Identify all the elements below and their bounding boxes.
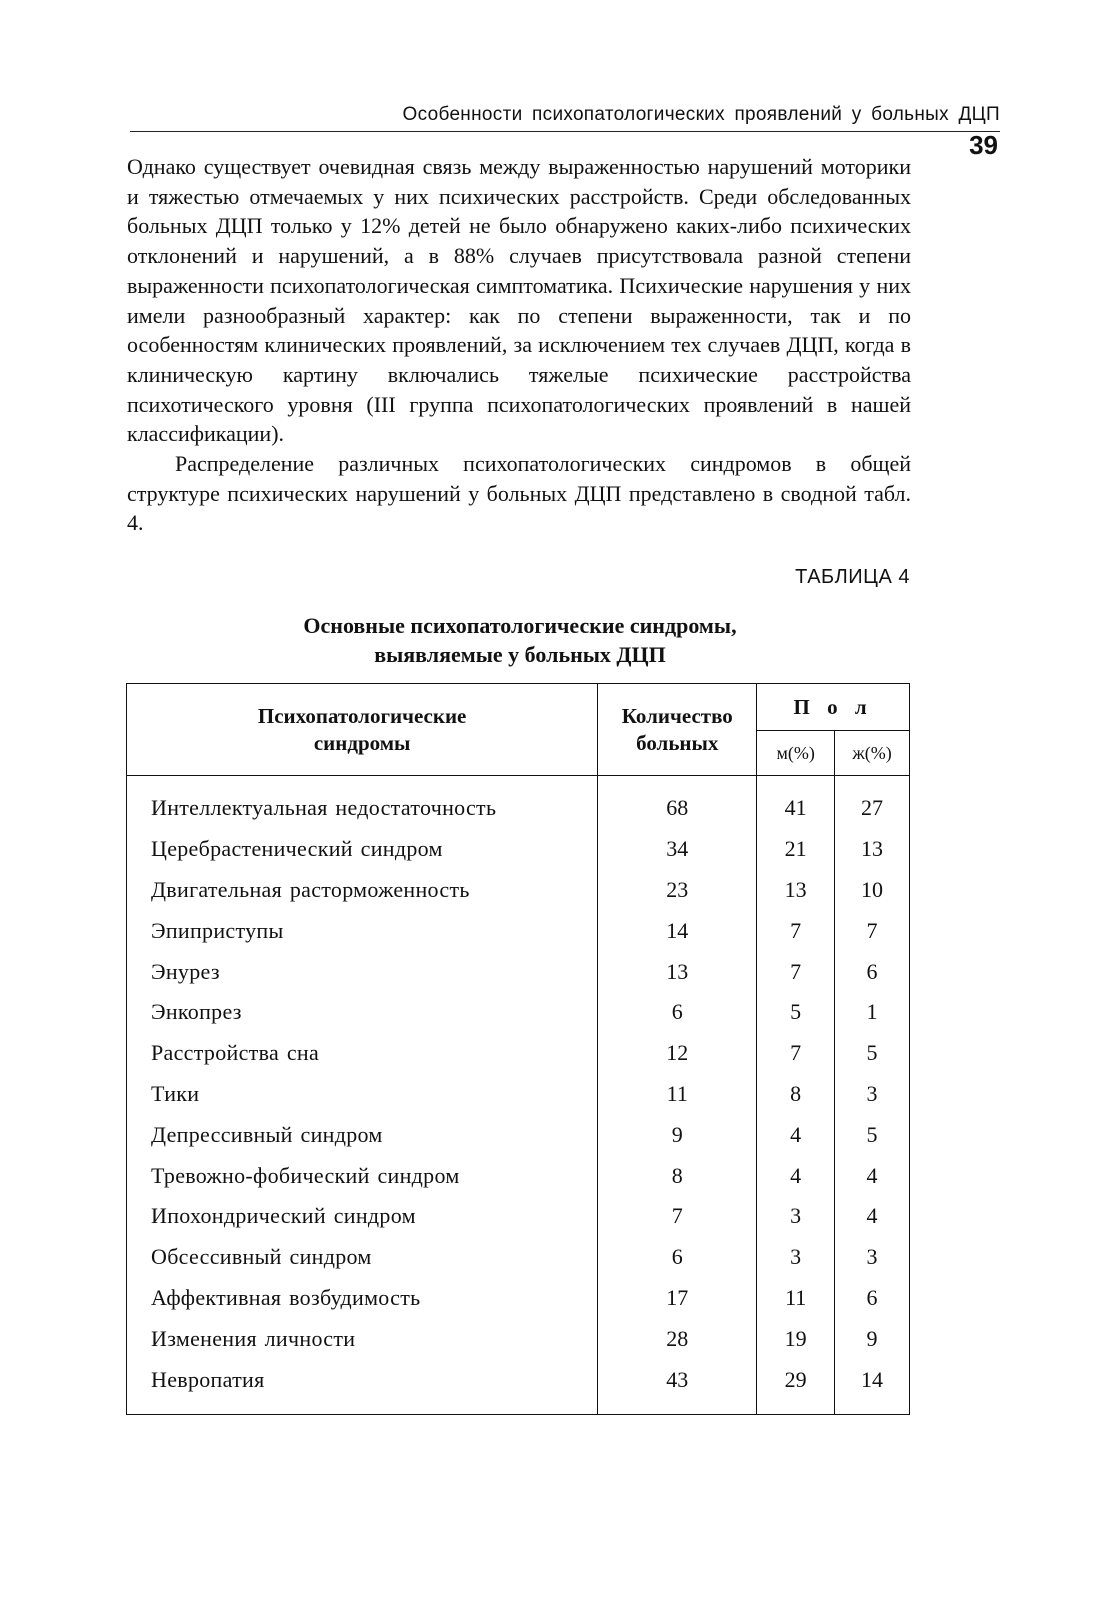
header-female: ж(%) [835, 731, 910, 776]
female-cell: 3 [835, 1237, 910, 1278]
female-cell: 5 [835, 1033, 910, 1074]
table-label: ТАБЛИЦА 4 [795, 566, 910, 588]
count-cell: 9 [598, 1114, 757, 1155]
syndromes-table [126, 683, 910, 1415]
syndrome-cell: Тики [127, 1074, 598, 1115]
table-row [127, 1155, 910, 1196]
count-cell: 68 [598, 788, 757, 829]
male-cell: 3 [757, 1196, 835, 1237]
count-cell: 7 [598, 1196, 757, 1237]
male-cell: 7 [757, 951, 835, 992]
header-male: м(%) [757, 731, 835, 776]
table-body [127, 776, 910, 1415]
table-row [127, 951, 910, 992]
count-cell: 13 [598, 951, 757, 992]
female-cell: 4 [835, 1155, 910, 1196]
syndrome-cell: Ипохондрический синдром [127, 1196, 598, 1237]
header-syndromes-label: Психопатологические синдромы [257, 703, 467, 755]
female-cell: 27 [835, 788, 910, 829]
body-text [127, 152, 911, 538]
male-cell: 7 [757, 910, 835, 951]
count-cell: 6 [598, 992, 757, 1033]
spacer-row [127, 1400, 910, 1415]
running-head: Особенности психопатологических проявлений у больных ДЦП [402, 104, 1000, 125]
table-row [127, 1196, 910, 1237]
male-cell: 5 [757, 992, 835, 1033]
table-row [127, 1359, 910, 1400]
syndrome-cell: Энкопрез [127, 992, 598, 1033]
syndrome-cell: Аффективная возбудимость [127, 1278, 598, 1319]
male-cell: 4 [757, 1155, 835, 1196]
count-cell: 28 [598, 1318, 757, 1359]
table-row [127, 870, 910, 911]
table-row [127, 829, 910, 870]
header-rule [130, 131, 1000, 132]
female-cell: 6 [835, 951, 910, 992]
male-cell: 41 [757, 788, 835, 829]
table-row [127, 1033, 910, 1074]
header-sex: П о л [757, 684, 910, 731]
count-cell: 8 [598, 1155, 757, 1196]
spacer-row [127, 776, 910, 789]
syndrome-cell: Обсессивный синдром [127, 1237, 598, 1278]
paragraph-2: Распределение различных психопатологических синдромов в общей структуре психических нарушений у больных ДЦП представлено в сводной табл. 4. [127, 451, 911, 536]
count-cell: 34 [598, 829, 757, 870]
female-cell: 13 [835, 829, 910, 870]
table-row [127, 992, 910, 1033]
table-row [127, 1278, 910, 1319]
table-row [127, 1074, 910, 1115]
syndrome-cell: Изменения личности [127, 1318, 598, 1359]
table-caption-line-2: выявляемые у больных ДЦП [374, 642, 666, 667]
count-cell: 6 [598, 1237, 757, 1278]
male-cell: 11 [757, 1278, 835, 1319]
table-row [127, 1237, 910, 1278]
syndrome-cell: Церебрастенический синдром [127, 829, 598, 870]
male-cell: 7 [757, 1033, 835, 1074]
table-row [127, 1114, 910, 1155]
male-cell: 19 [757, 1318, 835, 1359]
male-cell: 3 [757, 1237, 835, 1278]
count-cell: 17 [598, 1278, 757, 1319]
table-row [127, 910, 910, 951]
syndrome-cell: Депрессивный синдром [127, 1114, 598, 1155]
syndrome-cell: Двигательная расторможенность [127, 870, 598, 911]
page-number: 39 [969, 130, 998, 160]
count-cell: 43 [598, 1359, 757, 1400]
count-cell: 14 [598, 910, 757, 951]
header-syndromes [127, 684, 598, 776]
male-cell: 4 [757, 1114, 835, 1155]
female-cell: 10 [835, 870, 910, 911]
syndrome-cell: Тревожно-фобический синдром [127, 1155, 598, 1196]
count-cell: 12 [598, 1033, 757, 1074]
syndrome-cell: Энурез [127, 951, 598, 992]
syndrome-cell: Невропатия [127, 1359, 598, 1400]
female-cell: 3 [835, 1074, 910, 1115]
syndrome-cell: Интеллектуальная недостаточность [127, 788, 598, 829]
female-cell: 7 [835, 910, 910, 951]
female-cell: 14 [835, 1359, 910, 1400]
table-row [127, 1318, 910, 1359]
female-cell: 1 [835, 992, 910, 1033]
count-cell: 23 [598, 870, 757, 911]
table-caption-line-1: Основные психопатологические синдромы, [303, 613, 737, 638]
male-cell: 21 [757, 829, 835, 870]
female-cell: 4 [835, 1196, 910, 1237]
female-cell: 5 [835, 1114, 910, 1155]
male-cell: 29 [757, 1359, 835, 1400]
paragraph-1: Однако существует очевидная связь между выраженностью нарушений моторики и тяжестью отмечаемых у них психических расстройств. Среди обследованных больных ДЦП только у 12% детей не было обнаружено каких-либо психических отклонений и нарушений, а в 88% случаев присутствовала разной степени выраженности психопатологическая симптоматика. Психические нарушения у них имели разнообразный характер: как по степени выраженности, так и по особенностям клинических проявлений, за исключением тех случаев ДЦП, когда в клиническую картину включались тяжелые психические расстройства психотического уровня (III группа психопатологических проявлений в нашей классификации). [127, 154, 911, 447]
count-cell: 11 [598, 1074, 757, 1115]
header-count [598, 684, 757, 776]
female-cell: 6 [835, 1278, 910, 1319]
syndrome-cell: Расстройства сна [127, 1033, 598, 1074]
male-cell: 8 [757, 1074, 835, 1115]
female-cell: 9 [835, 1318, 910, 1359]
syndrome-cell: Эпиприступы [127, 910, 598, 951]
header-count-label: Количество больных [621, 703, 733, 755]
male-cell: 13 [757, 870, 835, 911]
table-caption [130, 611, 910, 669]
table-row [127, 788, 910, 829]
